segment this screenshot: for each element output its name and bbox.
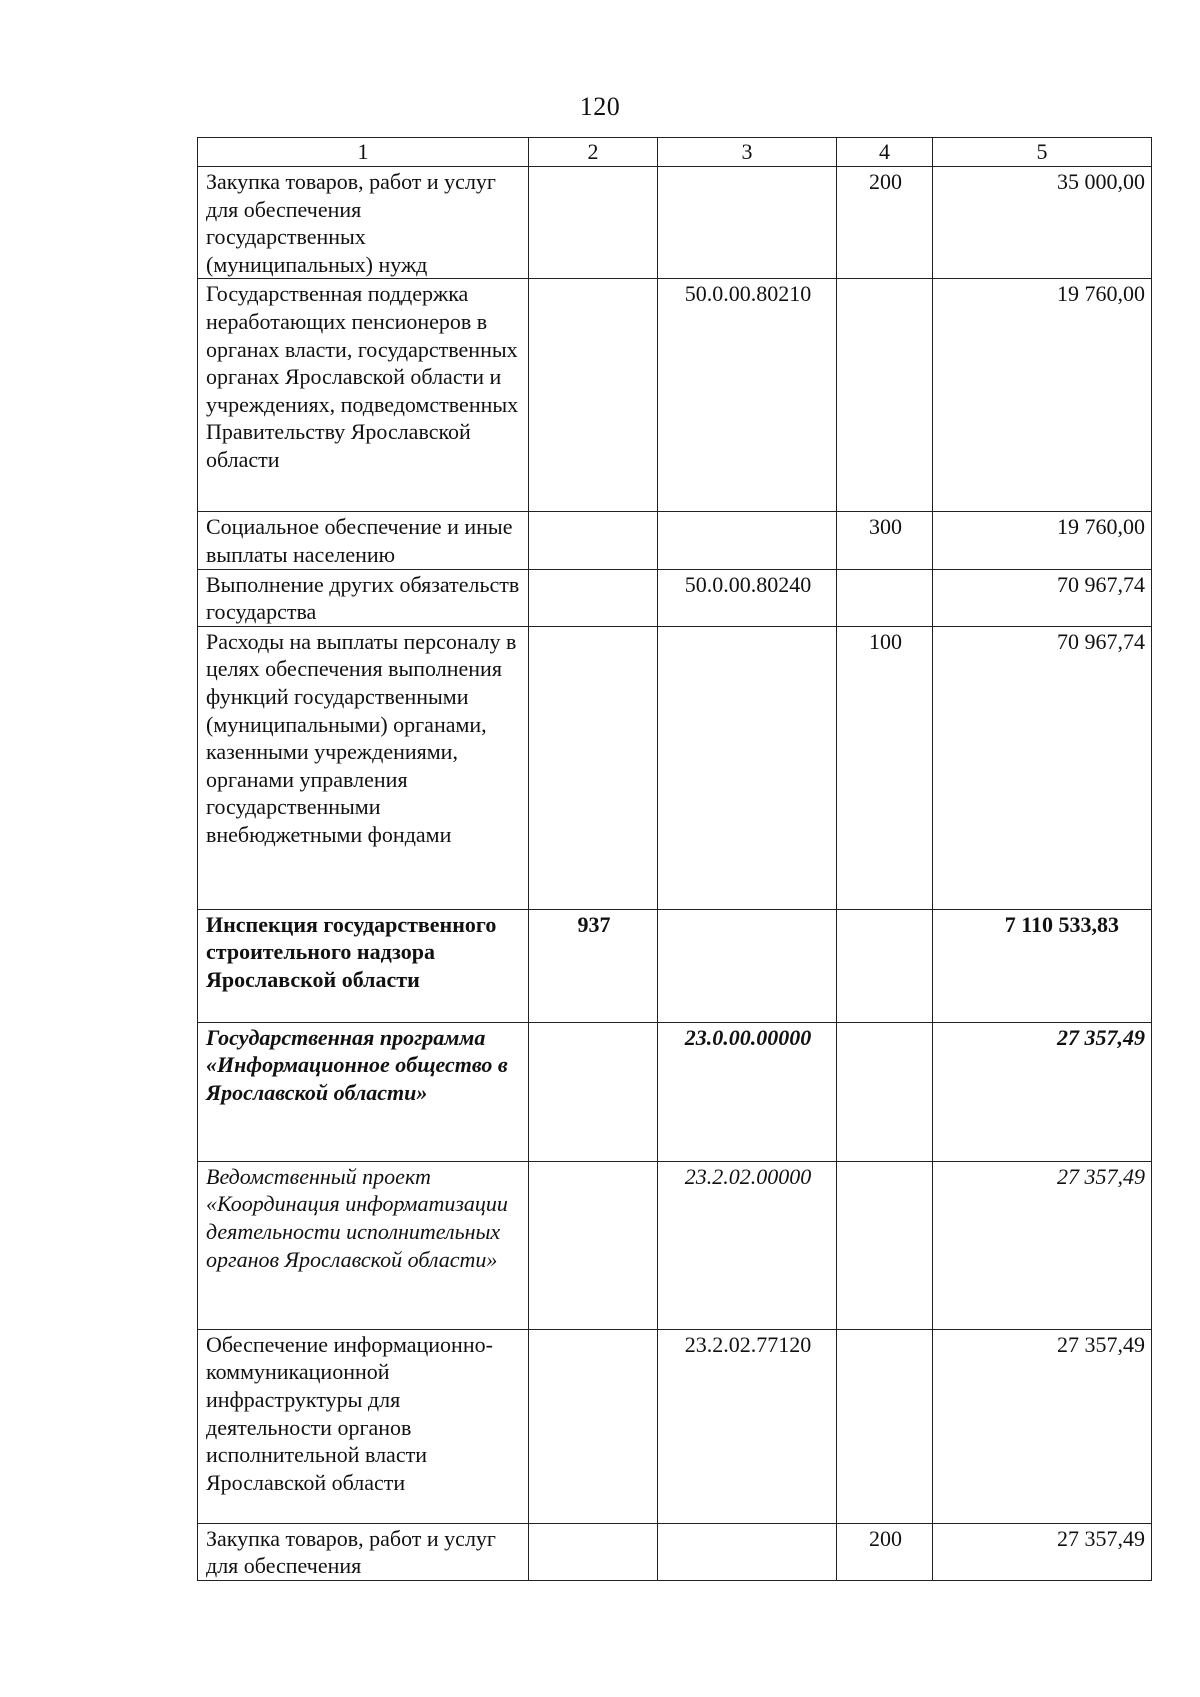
header-col-4: 4 [837,138,933,167]
row-target-code [658,512,837,569]
table-row [198,279,1152,512]
row-name: Обеспечение информационно-коммуникационной инфраструктуры для деятельности органов исполнительной власти Ярославской области [198,1329,529,1523]
row-target-code: 23.0.00.00000 [658,1022,837,1161]
row-name: Инспекция государственного строительного надзора Ярославской области [198,909,529,1022]
row-expense-kind: 100 [837,626,933,909]
row-name: Закупка товаров, работ и услуг для обеспечения [198,1523,529,1580]
row-expense-kind: 200 [837,1523,933,1580]
table-row [198,1523,1152,1580]
header-col-1: 1 [198,138,529,167]
row-dept-code [529,1523,658,1580]
row-amount: 27 357,49 [933,1523,1152,1580]
row-name: Закупка товаров, работ и услуг для обеспечения государственных (муниципальных) нужд [198,167,529,279]
row-expense-kind [837,1022,933,1161]
header-col-5: 5 [933,138,1152,167]
row-target-code [658,626,837,909]
row-dept-code [529,569,658,626]
row-amount: 19 760,00 [933,512,1152,569]
row-dept-code: 937 [529,909,658,1022]
row-target-code [658,1523,837,1580]
row-expense-kind [837,909,933,1022]
row-expense-kind [837,1329,933,1523]
row-dept-code [529,1329,658,1523]
table-row [198,569,1152,626]
row-name: Государственная поддержка неработающих пенсионеров в органах власти, государственных органах Ярославской области и учреждениях, подведомственных Правительству Ярославской области [198,279,529,512]
row-target-code: 23.2.02.77120 [658,1329,837,1523]
row-dept-code [529,279,658,512]
header-col-2: 2 [529,138,658,167]
row-dept-code [529,1161,658,1329]
row-expense-kind: 200 [837,167,933,279]
row-name: Социальное обеспечение и иные выплаты населению [198,512,529,569]
row-dept-code [529,512,658,569]
row-expense-kind: 300 [837,512,933,569]
table-row [198,167,1152,279]
row-dept-code [529,1022,658,1161]
row-name: Государственная программа «Информационное общество в Ярославской области» [198,1022,529,1161]
table-row [198,1329,1152,1523]
header-col-3: 3 [658,138,837,167]
row-name: Расходы на выплаты персоналу в целях обеспечения выполнения функций государственными (муниципальными) органами, казенными учреждениями, органами управления государственными внебюджетными фондами [198,626,529,909]
row-target-code: 23.2.02.00000 [658,1161,837,1329]
row-amount: 70 967,74 [933,626,1152,909]
row-amount: 35 000,00 [933,167,1152,279]
row-target-code: 50.0.00.80210 [658,279,837,512]
row-amount: 27 357,49 [933,1022,1152,1161]
row-expense-kind [837,279,933,512]
row-amount: 27 357,49 [933,1161,1152,1329]
table-row [198,1161,1152,1329]
row-target-code [658,167,837,279]
budget-table [197,137,1152,1581]
row-dept-code [529,626,658,909]
table-row [198,512,1152,569]
table-row [198,909,1152,1022]
row-amount: 19 760,00 [933,279,1152,512]
row-expense-kind [837,569,933,626]
row-target-code: 50.0.00.80240 [658,569,837,626]
row-name: Выполнение других обязательств государства [198,569,529,626]
row-amount: 70 967,74 [933,569,1152,626]
table-row [198,1022,1152,1161]
table-row [198,626,1152,909]
row-expense-kind [837,1161,933,1329]
row-amount: 27 357,49 [933,1329,1152,1523]
row-target-code [658,909,837,1022]
row-amount: 7 110 533,83 [933,909,1152,1022]
page-number: 120 [579,92,621,121]
table-header-row [198,138,1152,167]
row-name: Ведомственный проект «Координация информатизации деятельности исполнительных органов Ярославской области» [198,1161,529,1329]
row-dept-code [529,167,658,279]
